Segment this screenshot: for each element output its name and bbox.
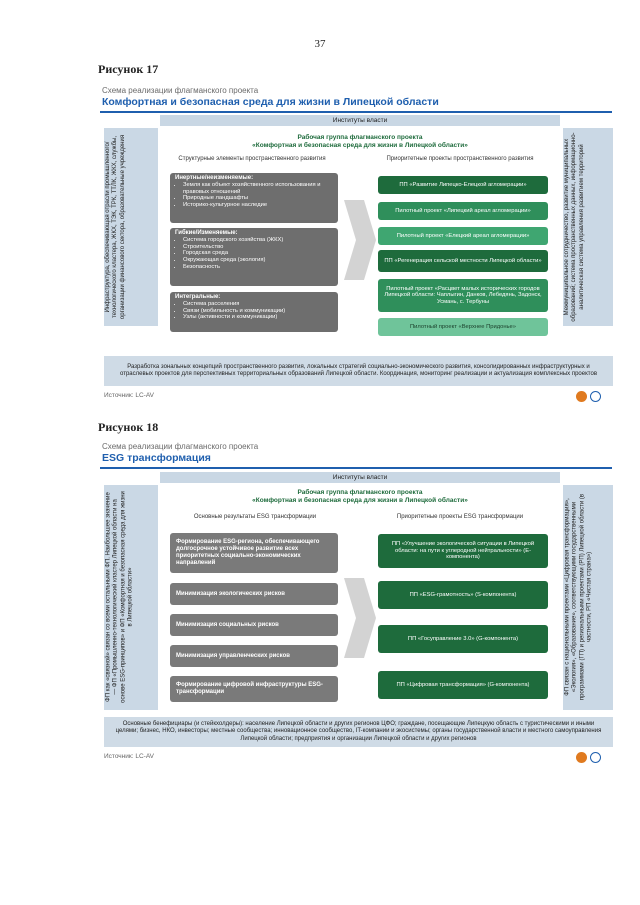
fig17-project-1: ПП «Развитие Липецко-Елецкой агломерации» xyxy=(378,176,548,194)
fig17-block-integral-title: Интегральные: xyxy=(175,294,221,300)
fig17-project-4: ПП «Регенерация сельской местности Липецкой области» xyxy=(378,250,548,272)
fig17-wg-line2: «Комфортная и безопасная среда для жизни в Липецкой области» xyxy=(252,142,468,149)
list-item: • Узлы (активности и коммуникации) xyxy=(183,314,333,321)
figure-17-subtitle: Схема реализации флагманского проекта xyxy=(102,86,259,95)
fig18-result-4-text: Минимизация управленческих рисков xyxy=(176,652,290,659)
figure-18-title: ESG трансформация xyxy=(102,452,211,464)
figure-17-label: Рисунок 17 xyxy=(98,62,159,76)
figure-17-title-rule xyxy=(100,111,612,113)
fig17-right-column-header: Приоритетные проекты пространственного развития xyxy=(386,156,534,162)
fig17-project-3: Пилотный проект «Елецкий ареал агломерации» xyxy=(378,227,548,245)
figure-18-label: Рисунок 18 xyxy=(98,420,159,434)
fig18-result-2 xyxy=(170,583,338,605)
fig17-block-inert xyxy=(170,173,338,223)
fig18-result-3 xyxy=(170,614,338,636)
fig17-institutions-bar: Институты власти xyxy=(160,115,560,126)
fig17-left-side-panel xyxy=(104,128,158,326)
page-number: 37 xyxy=(314,38,326,50)
list-item: • Земля как объект хозяйственного использования и правовых отношений xyxy=(183,182,333,196)
fig18-left-side-panel xyxy=(104,485,158,710)
list-item: • Историко-культурное наследие xyxy=(183,202,333,209)
fig18-arrow-icon xyxy=(342,578,376,658)
lc-av-logo-icon xyxy=(590,391,601,402)
list-item: • Безопасность xyxy=(183,264,333,271)
fig18-bottom-text: Основные бенефициары (и стейкхолдеры): население Липецкой области и других регионов ЦФО; граждане, посещающие Липецкую область с туристическими и иными целями; бизнес, НКО, инвесторы; местные сообщества; инновационное сообщество, IT-компании и экосистемы; органы государственной власти и местного самоуправления Липецкой области; предприятия и организации Липецкой области и других регионов xyxy=(115,720,602,742)
fig17-project-6: Пилотный проект «Верхнее Придонье» xyxy=(378,318,548,336)
fig18-project-4: ПП «Цифровая трансформация» (G-компонента) xyxy=(378,671,548,699)
fig18-result-5-text: Формирование цифровой инфраструктуры ESG-трансформации xyxy=(176,682,323,695)
fig17-project-2: Пилотный проект «Липецкий ареал агломерации» xyxy=(378,202,548,220)
fig17-bottom-text: Разработка зональных концепций пространственного развития, локальных стратегий социально-экономического развития, консолидированных инфраструктурных и отраслевых проектов для перспективных территориальных образований Липецкой области. Координация, мониторинг реализации и актуализация комплексных проектов xyxy=(120,363,597,377)
fig18-left-side-text: ФП как «связной» связан со всеми остальными ФП. Наибольшее значение — ФП «Промышленно-технологический кластер Липецкой области на основе ESG-принципов» и ФП «Комфортная и безопасная среда для жизни в Липецкой области» xyxy=(105,491,134,703)
list-item: • Связи (мобильность и коммуникации) xyxy=(183,308,333,315)
fig18-bottom-panel xyxy=(104,717,613,747)
fig18-result-2-text: Минимизация экологических рисков xyxy=(176,590,285,597)
list-item: • Система городского хозяйства (ЖКХ) xyxy=(183,237,333,244)
fig18-result-4 xyxy=(170,645,338,667)
list-item: • Природные ландшафты xyxy=(183,195,333,202)
fig18-institutions-bar: Институты власти xyxy=(160,472,560,483)
fig18-project-3: ПП «Госуправление 3.0» (G-компонента) xyxy=(378,625,548,653)
fig17-left-column-header: Структурные элементы пространственного развития xyxy=(178,156,326,162)
fig17-block-integral xyxy=(170,292,338,332)
figure-17-title: Комфортная и безопасная среда для жизни в Липецкой области xyxy=(102,96,439,108)
fig18-right-side-text: ФП связан с национальными проектами «Цифровая трансформация», «Экология», «Образование», соответствующими государственными программами (ГП) и региональными проектами (РП) Липецкой области (в частности, РП «Чистая страна») xyxy=(564,493,593,701)
fig18-result-1-text: Формирование ESG-региона, обеспечивающего долгосрочное устойчивое развитие всех приоритетных социально-экономических направлений xyxy=(176,539,320,566)
list-item: • Строительство xyxy=(183,244,333,251)
fig17-block-flexible xyxy=(170,228,338,286)
list-item: • Система расселения xyxy=(183,301,333,308)
fig18-project-2: ПП «ESG-грамотность» (S-компонента) xyxy=(378,581,548,609)
fig17-working-group-title xyxy=(160,134,560,150)
fig17-arrow-icon xyxy=(342,200,376,280)
figure-18-subtitle: Схема реализации флагманского проекта xyxy=(102,442,259,451)
list-item: • Окружающая среда (экология) xyxy=(183,257,333,264)
fig18-source: Источник: LC-AV xyxy=(104,753,155,760)
lc-av-logo-icon xyxy=(590,752,601,763)
fig17-block-flexible-title: Гибкие/Изменяемые: xyxy=(175,230,238,236)
fig17-left-side-text: Инфраструктура, обеспечивающая отрасли промышленного/технологического кластера, ЖКХ, ТЭК, ТРК, ТТЛК, ЖКХ, службы, организации финансового сектора, образовательные учреждения xyxy=(105,134,126,320)
fig18-result-3-text: Минимизация социальных рисков xyxy=(176,621,279,628)
fig17-right-side-text: Межмуниципальное сотрудничество, развитие муниципальных образований; система пространственных данных, информационно-аналитическая система управления развитием территорий xyxy=(564,132,585,322)
fig17-block-inert-title: Инертные/неизменяемые: xyxy=(175,175,254,181)
fig17-source: Источник: LC-AV xyxy=(104,392,155,399)
emblem-icon xyxy=(576,752,587,763)
fig17-bottom-panel xyxy=(104,356,613,386)
fig18-right-side-panel xyxy=(563,485,613,710)
fig18-working-group-title xyxy=(160,489,560,505)
list-item: • Городская среда xyxy=(183,250,333,257)
fig18-wg-line1: Рабочая группа флагманского проекта xyxy=(297,489,423,496)
fig18-wg-line2: «Комфортная и безопасная среда для жизни в Липецкой области» xyxy=(252,497,468,504)
fig17-right-side-panel xyxy=(563,128,613,326)
fig18-left-column-header: Основные результаты ESG трансформации xyxy=(193,514,317,520)
fig18-result-5 xyxy=(170,676,338,702)
fig17-project-5: Пилотный проект «Расцвет малых исторических городов Липецкой области: Чаплыгин, Данков, Лебедянь, Задонск, Усмань, с. Тербуны xyxy=(378,279,548,312)
figure-18-title-rule xyxy=(100,467,612,469)
emblem-icon xyxy=(576,391,587,402)
fig18-right-column-header: Приоритетные проекты ESG трансформации xyxy=(396,514,524,520)
fig18-result-1 xyxy=(170,533,338,573)
fig18-project-1: ПП «Улучшение экологической ситуации в Липецкой области: на пути к углеродной нейтральности» (Е-компонента) xyxy=(378,534,548,568)
fig17-wg-line1: Рабочая группа флагманского проекта xyxy=(297,134,423,141)
